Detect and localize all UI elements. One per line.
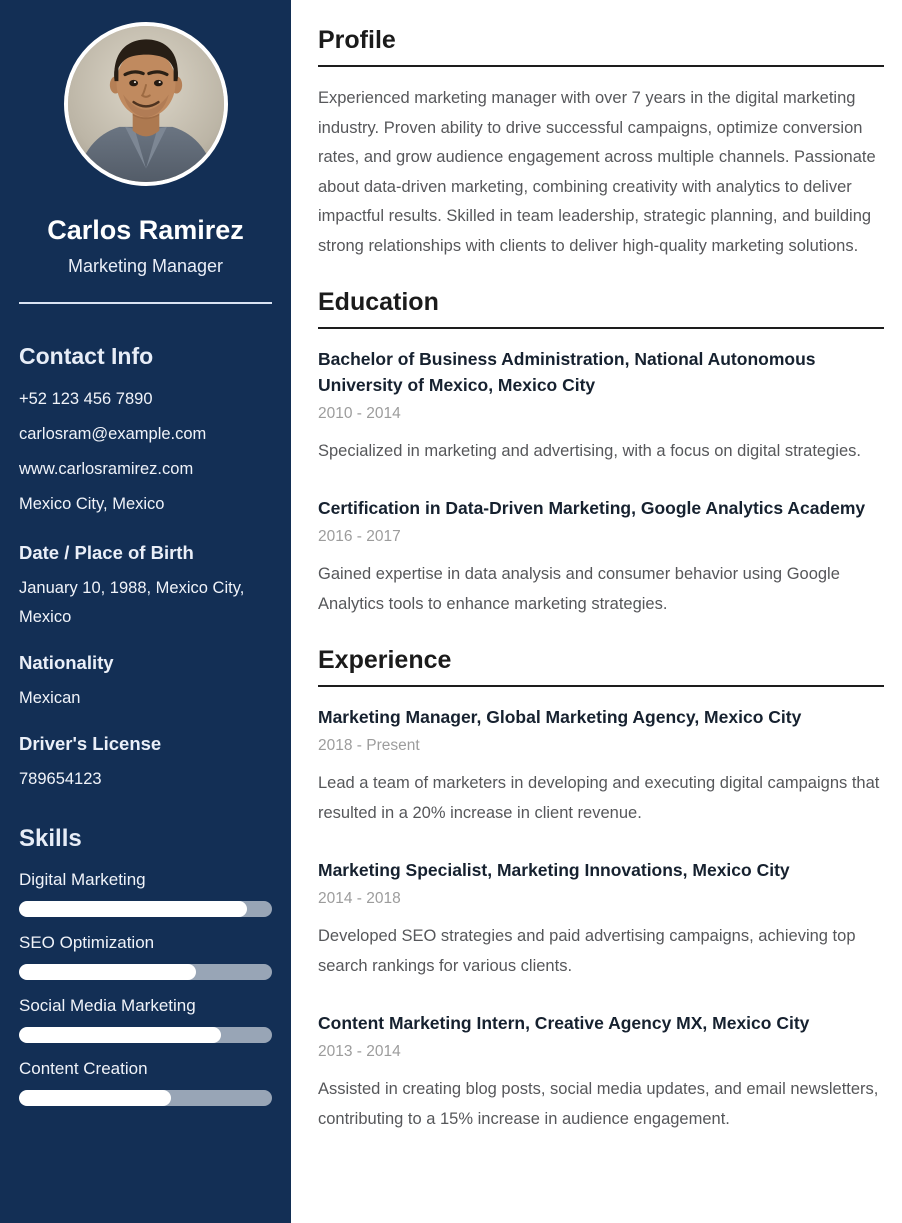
contact-list [19, 382, 272, 522]
education-entry-title: Bachelor of Business Administration, National Autonomous University of Mexico, Mexico City [318, 349, 816, 395]
skill-bar-track [19, 1090, 272, 1106]
contact-website[interactable]: www.carlosramirez.com [19, 460, 194, 478]
skill-label: Content Creation [19, 1059, 148, 1078]
license-value: 789654123 [19, 770, 102, 788]
profile-heading: Profile [318, 26, 396, 54]
contact-email[interactable]: carlosram@example.com [19, 425, 207, 443]
skill-label: Social Media Marketing [19, 996, 196, 1015]
experience-entry-title: Marketing Manager, Global Marketing Agency, Mexico City [318, 707, 802, 727]
skill-label: SEO Optimization [19, 933, 155, 952]
skills-heading: Skills [19, 825, 82, 852]
skill-label: Digital Marketing [19, 870, 146, 889]
education-entry-period: 2016 - 2017 [318, 528, 401, 545]
education-entry [318, 346, 884, 466]
education-entry-period: 2010 - 2014 [318, 405, 401, 422]
skill-bar-fill [19, 1090, 171, 1106]
experience-entry [318, 704, 884, 828]
nationality-heading: Nationality [19, 652, 114, 673]
experience-entry [318, 1010, 884, 1134]
profile-text: Experienced marketing manager with over 7 years in the digital marketing industry. Proven ability to drive successful campaigns, optimize conversion rates, and grow audience engagement across multiple channels. Passionate about data-driven marketing, combining creativity with analytics to deliver impactful results. Skilled in team leadership, strategic planning, and building strong relationships with clients to deliver high-quality marketing solutions. [318, 89, 876, 255]
sidebar [0, 0, 291, 1223]
main-content [291, 0, 902, 1223]
experience-entry-description: Assisted in creating blog posts, social media updates, and email newsletters, contributing to a 15% increase in audience engagement. [318, 1080, 879, 1128]
experience-entry-description: Lead a team of marketers in developing and executing digital campaigns that resulted in a 20% increase in client revenue. [318, 774, 880, 822]
contact-location: Mexico City, Mexico [19, 495, 165, 513]
experience-entry-period: 2013 - 2014 [318, 1043, 401, 1060]
experience-entry [318, 857, 884, 981]
birth-heading: Date / Place of Birth [19, 542, 194, 563]
education-heading-rule [318, 327, 884, 329]
contact-phone: +52 123 456 7890 [19, 390, 153, 408]
education-entry [318, 495, 884, 619]
skill-item [19, 1056, 272, 1106]
experience-entry-period: 2014 - 2018 [318, 890, 401, 907]
experience-entry-title: Marketing Specialist, Marketing Innovations, Mexico City [318, 860, 790, 880]
avatar [64, 22, 228, 186]
experience-entry-title: Content Marketing Intern, Creative Agency MX, Mexico City [318, 1013, 810, 1033]
skill-bar-fill [19, 1027, 221, 1043]
education-entry-description: Specialized in marketing and advertising, with a focus on digital strategies. [318, 442, 861, 460]
skill-item [19, 930, 272, 980]
skill-bar-track [19, 964, 272, 980]
education-section [318, 287, 884, 619]
birth-value: January 10, 1988, Mexico City, Mexico [19, 579, 245, 626]
profile-heading-rule [318, 65, 884, 67]
education-heading: Education [318, 288, 439, 316]
experience-heading: Experience [318, 646, 452, 674]
skill-bar-fill [19, 901, 247, 917]
skill-bar-track [19, 1027, 272, 1043]
experience-heading-rule [318, 685, 884, 687]
contact-info-heading: Contact Info [19, 343, 154, 369]
experience-section [318, 645, 884, 1134]
license-heading: Driver's License [19, 733, 162, 754]
avatar-portrait-illustration [68, 26, 224, 182]
skill-item [19, 993, 272, 1043]
profile-section [318, 25, 884, 261]
skill-bar-track [19, 901, 272, 917]
experience-entry-description: Developed SEO strategies and paid advertising campaigns, achieving top search rankings for various clients. [318, 927, 856, 975]
education-entry-description: Gained expertise in data analysis and consumer behavior using Google Analytics tools to enhance marketing strategies. [318, 565, 840, 613]
education-entry-title: Certification in Data-Driven Marketing, Google Analytics Academy [318, 498, 866, 518]
sidebar-divider [19, 302, 272, 304]
skill-bar-fill [19, 964, 196, 980]
nationality-value: Mexican [19, 689, 81, 707]
person-job-title: Marketing Manager [67, 256, 224, 276]
experience-entry-period: 2018 - Present [318, 737, 420, 754]
person-name: Carlos Ramirez [47, 215, 244, 245]
skill-item [19, 867, 272, 917]
